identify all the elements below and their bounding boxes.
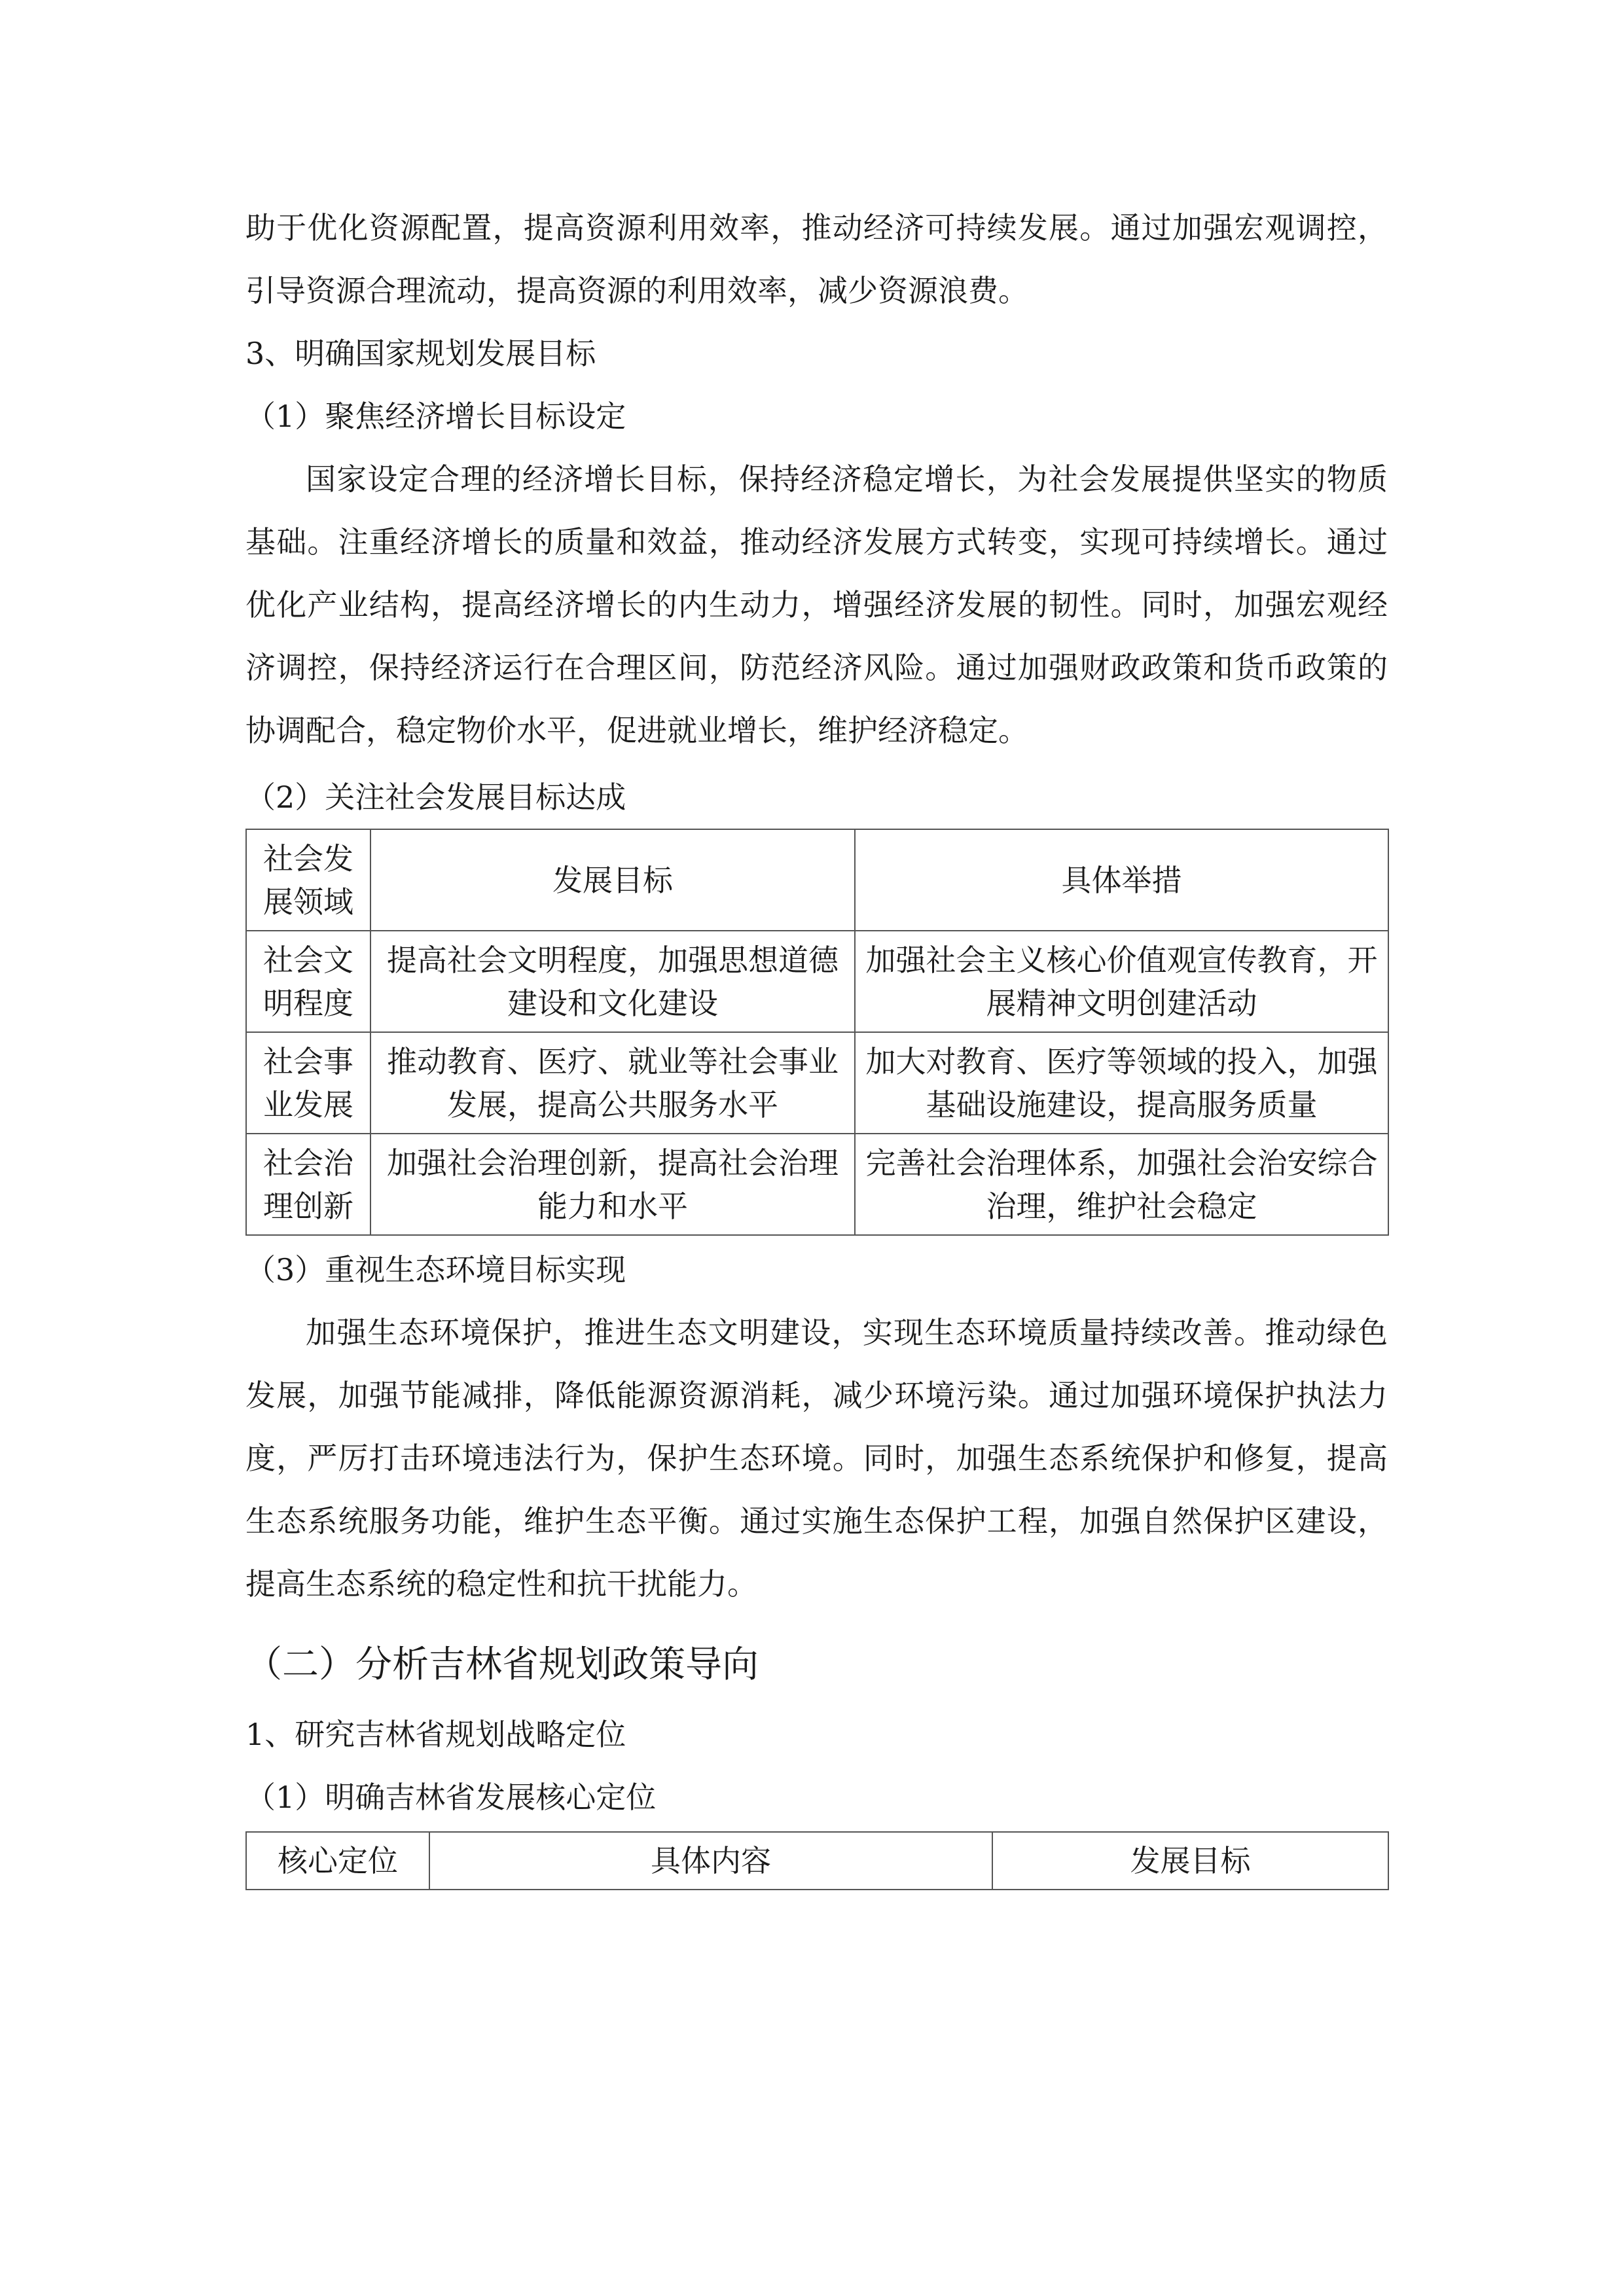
- table-header-row: [246, 1832, 1388, 1890]
- table-cell: 社会事业发展: [246, 1032, 370, 1134]
- document-page: [245, 196, 1388, 1890]
- table-header-cell: 具体举措: [855, 829, 1388, 931]
- jilin-sub1-heading: 1、研究吉林省规划战略定位: [245, 1717, 626, 1752]
- table-cell: 加强社会治理创新，提高社会治理能力和水平: [370, 1134, 855, 1235]
- intro-paragraph: 助于优化资源配置，提高资源利用效率，推动经济可持续发展。通过加强宏观调控，引导资源合理流动，提高资源的利用效率，减少资源浪费。: [245, 210, 1388, 308]
- social-development-table: [245, 829, 1389, 1236]
- table-cell: 社会治理创新: [246, 1134, 370, 1235]
- sub1-heading: （1）聚焦经济增长目标设定: [245, 399, 626, 434]
- table-cell: 提高社会文明程度，加强思想道德建设和文化建设: [370, 931, 855, 1032]
- table-header-row: [246, 829, 1388, 931]
- table-header-cell: 核心定位: [246, 1832, 429, 1890]
- table-header-cell: 社会发展领域: [246, 829, 370, 931]
- table-header-cell: 具体内容: [429, 1832, 992, 1890]
- sub3-paragraph: 加强生态环境保护，推进生态文明建设，实现生态环境质量持续改善。推动绿色发展，加强节能减排，降低能源资源消耗，减少环境污染。通过加强环境保护执法力度，严厉打击环境违法行为，保护生态环境。同时，加强生态系统保护和修复，提高生态系统服务功能，维护生态平衡。通过实施生态保护工程，加强自然保护区建设，提高生态系统的稳定性和抗干扰能力。: [245, 1315, 1388, 1602]
- table-cell: 加强社会主义核心价值观宣传教育，开展精神文明创建活动: [855, 931, 1388, 1032]
- sub1-paragraph: 国家设定合理的经济增长目标，保持经济稳定增长，为社会发展提供坚实的物质基础。注重经济增长的质量和效益，推动经济发展方式转变，实现可持续增长。通过优化产业结构，提高经济增长的内生动力，增强经济发展的韧性。同时，加强宏观经济调控，保持经济运行在合理区间，防范经济风险。通过加强财政政策和货币政策的协调配合，稳定物价水平，促进就业增长，维护经济稳定。: [245, 461, 1388, 748]
- table-cell: 完善社会治理体系，加强社会治安综合治理，维护社会稳定: [855, 1134, 1388, 1235]
- table-cell: 加大对教育、医疗等领域的投入，加强基础设施建设，提高服务质量: [855, 1032, 1388, 1134]
- table-row: [246, 1032, 1388, 1134]
- section3-heading: 3、明确国家规划发展目标: [245, 336, 596, 371]
- jilin-positioning-table: [245, 1831, 1389, 1890]
- jilin-sub1-1-heading: （1）明确吉林省发展核心定位: [245, 1780, 657, 1815]
- table-header-cell: 发展目标: [370, 829, 855, 931]
- table-row: [246, 1134, 1388, 1235]
- table-header-cell: 发展目标: [992, 1832, 1388, 1890]
- table-cell: 社会文明程度: [246, 931, 370, 1032]
- sub2-heading: （2）关注社会发展目标达成: [245, 780, 626, 815]
- section-two-heading: （二）分析吉林省规划政策导向: [245, 1643, 759, 1686]
- sub3-heading: （3）重视生态环境目标实现: [245, 1252, 626, 1287]
- table-row: [246, 931, 1388, 1032]
- table-cell: 推动教育、医疗、就业等社会事业发展，提高公共服务水平: [370, 1032, 855, 1134]
